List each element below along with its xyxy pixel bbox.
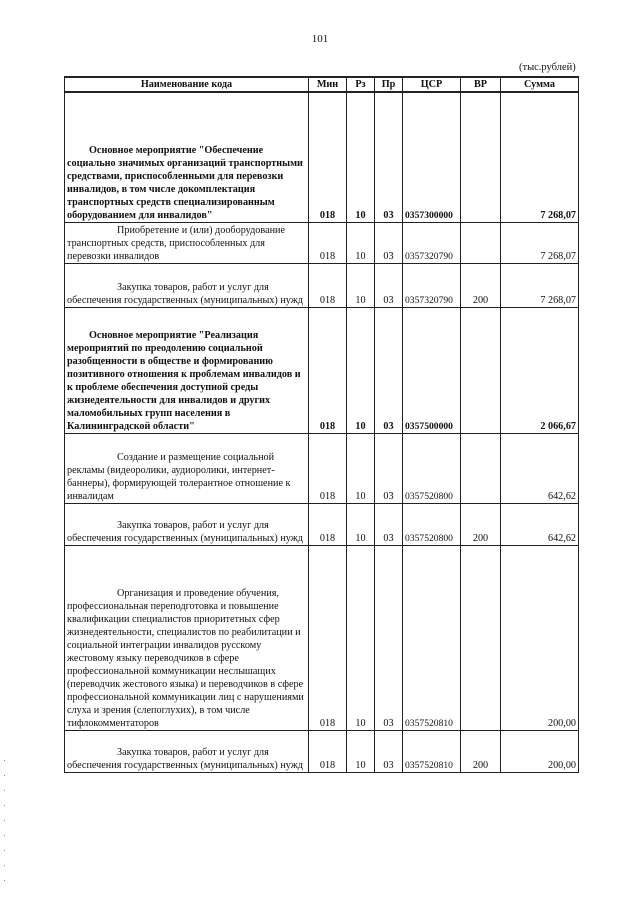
row-min: 018 (309, 503, 347, 545)
row-min: 018 (309, 433, 347, 503)
row-min: 018 (309, 222, 347, 263)
row-pr: 03 (375, 92, 403, 222)
row-rz: 10 (347, 503, 375, 545)
row-vr (461, 222, 501, 263)
row-sum: 200,00 (501, 730, 579, 772)
row-min: 018 (309, 92, 347, 222)
header-csr: ЦСР (403, 77, 461, 92)
row-vr (461, 545, 501, 730)
row-csr: 0357300000 (403, 92, 461, 222)
row-sum: 7 268,07 (501, 263, 579, 307)
row-pr: 03 (375, 263, 403, 307)
row-pr: 03 (375, 307, 403, 433)
row-min: 018 (309, 545, 347, 730)
header-pr: Пр (375, 77, 403, 92)
scan-edge-dots (4, 760, 6, 900)
table-row (65, 92, 579, 222)
header-sum: Сумма (501, 77, 579, 92)
row-name: Основное мероприятие "Обеспечение социально значимых организаций транспортными средствами, приспособленными для перевозки инвалидов, в том числе докомплектация транспортных средств специализированным оборудованием для инвалидов" (67, 144, 303, 221)
row-csr: 0357500000 (403, 307, 461, 433)
row-rz: 10 (347, 263, 375, 307)
row-name: Приобретение и (или) дооборудование транспортных средств, приспособленных для перевозки инвалидов (67, 224, 286, 262)
table-row (65, 503, 579, 545)
row-sum: 7 268,07 (501, 92, 579, 222)
row-csr: 0357520800 (403, 433, 461, 503)
row-name: Закупка товаров, работ и услуг для обеспечения государственных (муниципальных) нужд (67, 281, 303, 306)
row-pr: 03 (375, 545, 403, 730)
row-pr: 03 (375, 433, 403, 503)
table-header-row (65, 77, 579, 92)
table-row (65, 263, 579, 307)
table-row (65, 307, 579, 433)
row-pr: 03 (375, 503, 403, 545)
row-rz: 10 (347, 730, 375, 772)
row-min: 018 (309, 730, 347, 772)
row-min: 018 (309, 263, 347, 307)
row-sum: 642,62 (501, 433, 579, 503)
row-rz: 10 (347, 433, 375, 503)
row-sum: 2 066,67 (501, 307, 579, 433)
header-rz: Рз (347, 77, 375, 92)
row-csr: 0357520810 (403, 730, 461, 772)
row-vr: 200 (461, 263, 501, 307)
table-row (65, 222, 579, 263)
row-sum: 642,62 (501, 503, 579, 545)
row-csr: 0357320790 (403, 263, 461, 307)
table-row (65, 433, 579, 503)
row-pr: 03 (375, 730, 403, 772)
row-vr (461, 433, 501, 503)
row-min: 018 (309, 307, 347, 433)
row-csr: 0357520810 (403, 545, 461, 730)
units-label: (тыс.рублей) (519, 62, 576, 73)
table-row (65, 545, 579, 730)
budget-table (64, 76, 579, 773)
row-rz: 10 (347, 92, 375, 222)
row-name: Основное мероприятие "Реализация мероприятий по преодолению социальной разобщенности в обществе и формированию позитивного отношения к проблемам инвалидов и к проблеме обеспечения доступной среды жизнедеятельности для инвалидов и других маломобильных групп населения в Калининградской области" (67, 329, 301, 432)
row-vr (461, 92, 501, 222)
row-name: Закупка товаров, работ и услуг для обеспечения государственных (муниципальных) нужд (67, 519, 303, 544)
table-row (65, 730, 579, 772)
row-pr: 03 (375, 222, 403, 263)
page-number: 101 (311, 33, 329, 45)
row-name: Создание и размещение социальной рекламы (видеоролики, аудиоролики, интернет-баннеры), формирующей толерантное отношение к инвалидам (67, 451, 291, 502)
row-sum: 200,00 (501, 545, 579, 730)
header-name: Наименование кода (65, 77, 309, 92)
row-sum: 7 268,07 (501, 222, 579, 263)
row-vr: 200 (461, 503, 501, 545)
row-rz: 10 (347, 222, 375, 263)
row-csr: 0357320790 (403, 222, 461, 263)
row-name: Закупка товаров, работ и услуг для обеспечения государственных (муниципальных) нужд (67, 746, 303, 771)
header-vr: ВР (461, 77, 501, 92)
row-rz: 10 (347, 307, 375, 433)
row-vr (461, 307, 501, 433)
row-vr: 200 (461, 730, 501, 772)
row-rz: 10 (347, 545, 375, 730)
row-csr: 0357520800 (403, 503, 461, 545)
header-min: Мин (309, 77, 347, 92)
row-name: Организация и проведение обучения, профессиональная переподготовка и повышение квалификации специалистов приоритетных сфер жизнедеятельности, специалистов по реабилитации и социальной интеграции инвалидов русскому жестовому языку переводчиков в сфере профессиональной коммуникации неслышащих (переводчик жестового языка) и переводчиков в сфере профессиональной коммуникации лиц с нарушениями слуха и зрения (слепоглухих), в том числе тифлокомментаторов (67, 587, 304, 729)
